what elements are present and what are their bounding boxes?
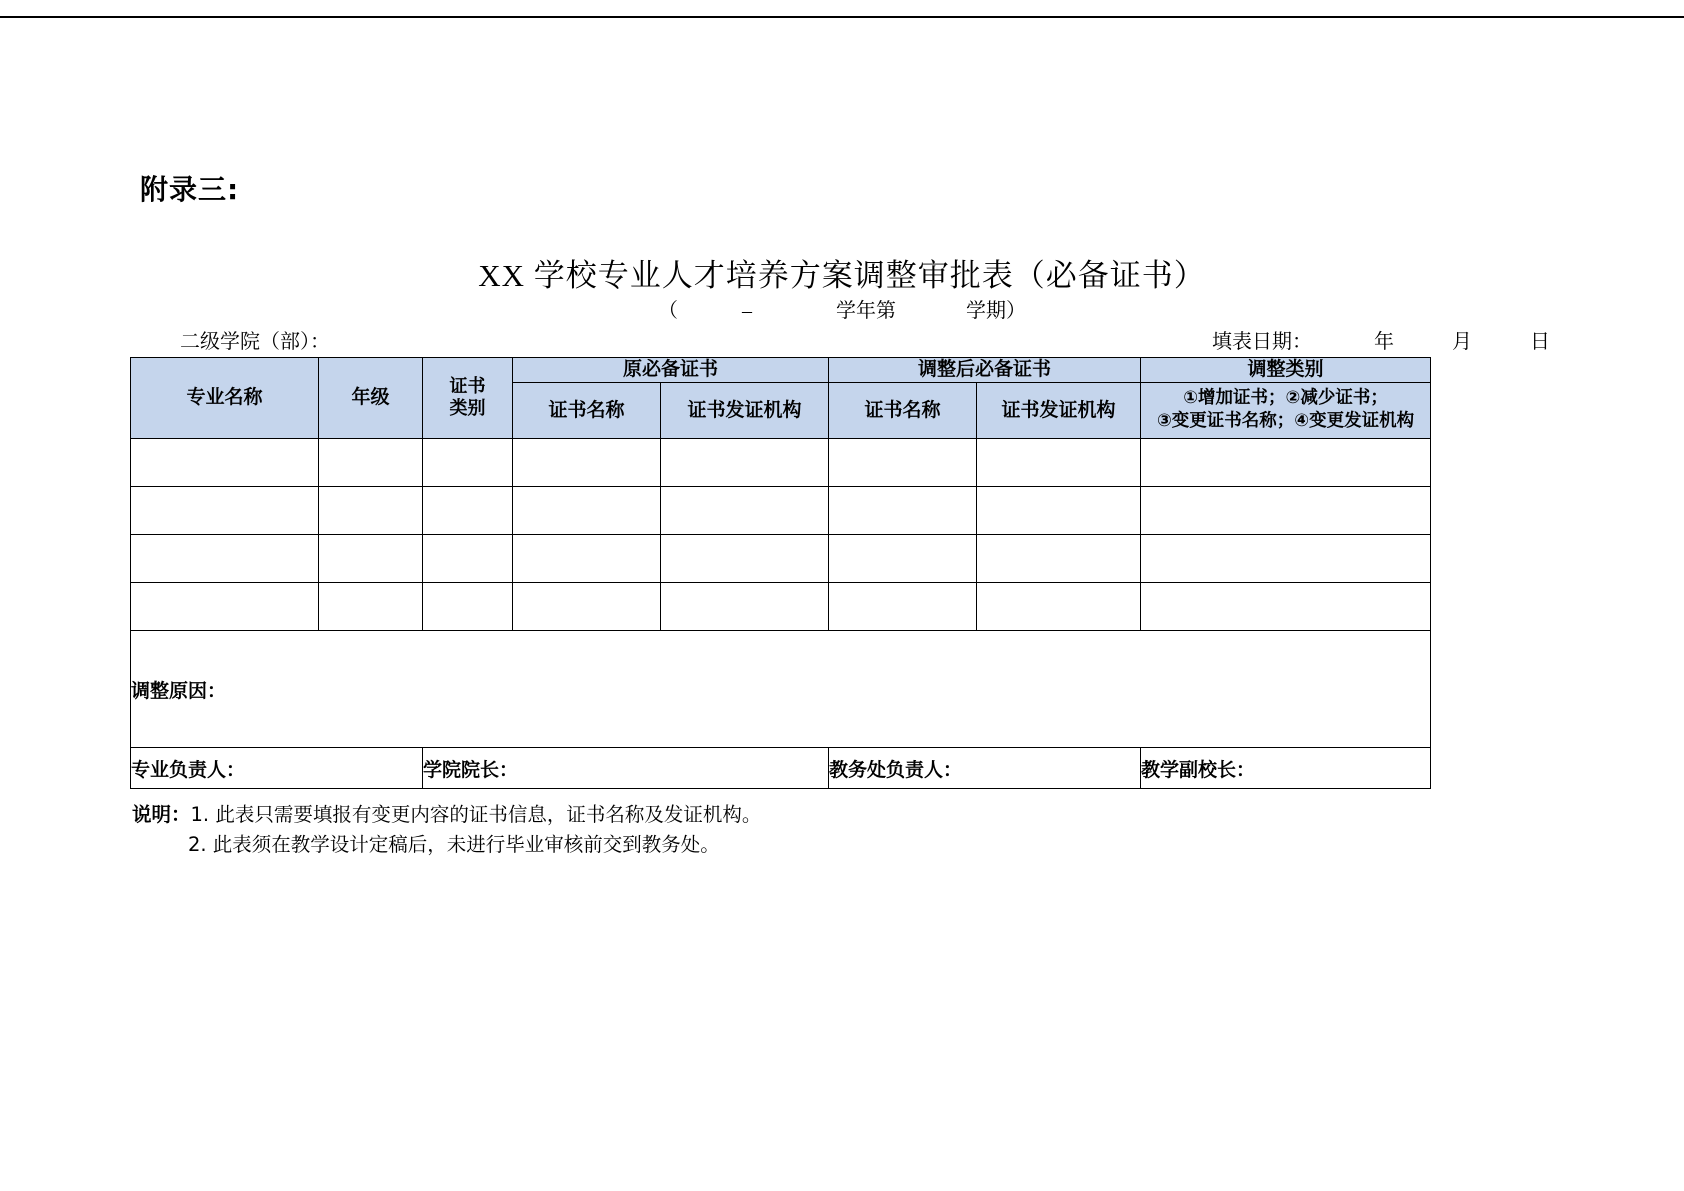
page-top-rule	[0, 16, 1684, 18]
cell-new-cert-name[interactable]	[829, 583, 977, 631]
academic-term-line	[0, 294, 1684, 323]
table-row[interactable]	[131, 535, 1431, 583]
header-cert-type-line1: 证书	[449, 375, 486, 397]
header-major-name: 专业名称	[131, 358, 319, 439]
approval-form-table	[130, 357, 1431, 789]
notes-label: 说明：	[132, 803, 191, 826]
table-row[interactable]	[131, 439, 1431, 487]
fill-date-month-unit: 月	[1452, 331, 1472, 353]
cell-grade[interactable]	[319, 535, 423, 583]
adjust-reason-label[interactable]: 调整原因：	[131, 631, 1431, 748]
cell-orig-cert-issuer[interactable]	[661, 583, 829, 631]
header-adjust-category: 调整类别	[1141, 358, 1431, 383]
subtitle-term: 学期）	[966, 300, 1026, 322]
notes-block	[132, 800, 1532, 860]
cell-orig-cert-name[interactable]	[513, 487, 661, 535]
cell-adjust-category[interactable]	[1141, 439, 1431, 487]
cell-major-name[interactable]	[131, 583, 319, 631]
cell-cert-type[interactable]	[423, 439, 513, 487]
cell-grade[interactable]	[319, 583, 423, 631]
table-row[interactable]	[131, 583, 1431, 631]
header-cert-type	[423, 358, 513, 439]
college-label: 二级学院（部）：	[180, 331, 330, 353]
cell-new-cert-issuer[interactable]	[977, 583, 1141, 631]
subtitle-academic-year: 学年第	[836, 300, 896, 322]
cell-cert-type[interactable]	[423, 487, 513, 535]
table-row[interactable]	[131, 487, 1431, 535]
adjust-category-line-1: ①增加证书；②减少证书；	[1183, 387, 1388, 408]
fill-date-group	[1212, 325, 1550, 354]
cell-orig-cert-issuer[interactable]	[661, 487, 829, 535]
meta-row	[140, 325, 1550, 351]
header-original-group: 原必备证书	[513, 358, 829, 383]
fill-date-year-unit: 年	[1374, 331, 1394, 353]
notes-item-1: 1. 此表只需要填报有变更内容的证书信息，证书名称及发证机构。	[190, 803, 762, 826]
cell-new-cert-name[interactable]	[829, 487, 977, 535]
cell-orig-cert-name[interactable]	[513, 535, 661, 583]
cell-adjust-category[interactable]	[1141, 583, 1431, 631]
cell-new-cert-issuer[interactable]	[977, 487, 1141, 535]
header-cert-type-line2: 类别	[449, 398, 486, 419]
notes-line-1	[132, 800, 1532, 830]
signature-academic-affairs-head[interactable]: 教务处负责人：	[829, 748, 1141, 789]
appendix-label: 附录三:	[140, 173, 240, 206]
header-adjusted-group: 调整后必备证书	[829, 358, 1141, 383]
signature-major-leader[interactable]: 专业负责人：	[131, 748, 423, 789]
adjust-category-line-2: ③变更证书名称；④变更发证机构	[1156, 411, 1415, 432]
fill-date-day-unit: 日	[1530, 331, 1550, 353]
cell-new-cert-issuer[interactable]	[977, 439, 1141, 487]
header-grade: 年级	[319, 358, 423, 439]
page-title: XX 学校专业人才培养方案调整审批表（必备证书）	[478, 258, 1206, 293]
header-adjust-category-detail	[1141, 382, 1431, 438]
subtitle-dash: –	[742, 300, 752, 322]
subtitle-open-paren: （	[658, 300, 678, 322]
signature-vice-principal[interactable]: 教学副校长：	[1141, 748, 1431, 789]
cell-grade[interactable]	[319, 487, 423, 535]
cell-new-cert-name[interactable]	[829, 439, 977, 487]
cell-major-name[interactable]	[131, 487, 319, 535]
reason-row[interactable]	[131, 631, 1431, 748]
cell-orig-cert-name[interactable]	[513, 583, 661, 631]
signature-college-dean[interactable]: 学院院长：	[423, 748, 829, 789]
cell-major-name[interactable]	[131, 535, 319, 583]
cell-orig-cert-name[interactable]	[513, 439, 661, 487]
header-orig-cert-name: 证书名称	[513, 382, 661, 438]
header-new-cert-issuer: 证书发证机构	[977, 382, 1141, 438]
cell-adjust-category[interactable]	[1141, 535, 1431, 583]
cell-grade[interactable]	[319, 439, 423, 487]
signature-row[interactable]	[131, 748, 1431, 789]
header-new-cert-name: 证书名称	[829, 382, 977, 438]
cell-orig-cert-issuer[interactable]	[661, 439, 829, 487]
cell-major-name[interactable]	[131, 439, 319, 487]
fill-date-label: 填表日期：	[1212, 331, 1312, 353]
cell-orig-cert-issuer[interactable]	[661, 535, 829, 583]
table-header-row-1	[131, 358, 1431, 383]
notes-item-2: 2. 此表须在教学设计定稿后，未进行毕业审核前交到教务处。	[188, 833, 720, 857]
cell-new-cert-name[interactable]	[829, 535, 977, 583]
cell-new-cert-issuer[interactable]	[977, 535, 1141, 583]
cell-adjust-category[interactable]	[1141, 487, 1431, 535]
header-orig-cert-issuer: 证书发证机构	[661, 382, 829, 438]
cell-cert-type[interactable]	[423, 535, 513, 583]
cell-cert-type[interactable]	[423, 583, 513, 631]
